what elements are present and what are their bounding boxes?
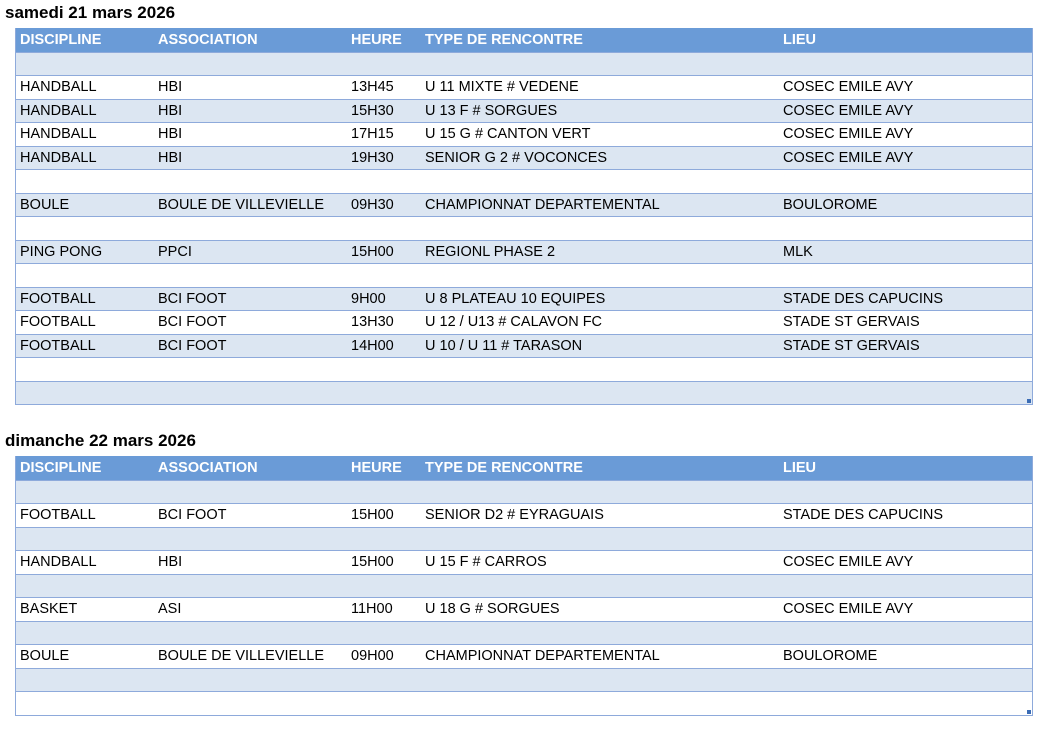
table-cell: BASKET [20, 601, 78, 617]
table-row [16, 287, 1032, 311]
table-cell: U 11 MIXTE # VEDENE [425, 79, 579, 95]
table-cell: COSEC EMILE AVY [783, 102, 914, 119]
column-header: HEURE [351, 32, 402, 48]
table-header-row [16, 28, 1032, 52]
table-cell: HANDBALL [20, 126, 97, 142]
table-resize-handle[interactable] [1027, 399, 1031, 403]
table-cell: BCI FOOT [158, 507, 227, 523]
table-cell: COSEC EMILE AVY [783, 149, 914, 166]
table-cell: U 8 PLATEAU 10 EQUIPES [425, 290, 606, 307]
table-row [16, 310, 1032, 334]
table-cell: BCI FOOT [158, 314, 227, 330]
table-cell: 13H30 [351, 314, 394, 330]
table-cell: COSEC EMILE AVY [783, 79, 914, 95]
table-cell: 09H30 [351, 196, 394, 213]
section-date-title: dimanche 22 mars 2026 [5, 431, 196, 450]
table-row [16, 691, 1032, 715]
table-cell: 19H30 [351, 149, 394, 166]
table-cell: 11H00 [351, 601, 393, 617]
table-cell: 15H00 [351, 554, 394, 570]
table-cell: STADE ST GERVAIS [783, 337, 920, 354]
column-header: DISCIPLINE [20, 460, 102, 476]
table-header-row [16, 456, 1032, 480]
table-cell: HANDBALL [20, 102, 97, 119]
column-header: DISCIPLINE [20, 32, 102, 48]
table-cell: SENIOR D2 # EYRAGUAIS [425, 507, 604, 523]
table-row [16, 334, 1032, 358]
table-row [16, 52, 1032, 76]
table-cell: U 10 / U 11 # TARASON [425, 337, 583, 354]
table-cell: U 12 / U13 # CALAVON FC [425, 314, 603, 330]
table-cell: FOOTBALL [20, 507, 96, 523]
column-header: ASSOCIATION [158, 460, 258, 476]
table-row [16, 381, 1032, 405]
table-cell: HBI [158, 79, 183, 95]
table-row [16, 240, 1032, 264]
table-cell: BOULE DE VILLEVIELLE [158, 196, 325, 213]
table-cell: 09H00 [351, 648, 394, 664]
table-cell: FOOTBALL [20, 290, 96, 307]
table-cell: U 13 F # SORGUES [425, 102, 558, 119]
table-cell: U 18 G # SORGUES [425, 601, 560, 617]
column-header: TYPE DE RENCONTRE [425, 32, 583, 48]
table-cell: U 15 F # CARROS [425, 554, 547, 570]
table-row [16, 621, 1032, 645]
table-row [16, 75, 1032, 99]
table-row [16, 263, 1032, 287]
column-header: HEURE [351, 460, 402, 476]
table-cell: BCI FOOT [158, 337, 227, 354]
table-cell: 15H30 [351, 102, 394, 119]
table-cell: HANDBALL [20, 554, 97, 570]
table-row [16, 122, 1032, 146]
table-cell: BCI FOOT [158, 290, 227, 307]
column-header: LIEU [783, 32, 817, 48]
schedule-table [15, 28, 1033, 405]
table-row [16, 193, 1032, 217]
table-cell: REGIONL PHASE 2 [425, 243, 556, 260]
table-cell: PPCI [158, 243, 192, 260]
table-cell: BOULE [20, 196, 70, 213]
table-row [16, 146, 1032, 170]
table-cell: CHAMPIONNAT DEPARTEMENTAL [425, 196, 660, 213]
table-row [16, 597, 1032, 621]
table-cell: CHAMPIONNAT DEPARTEMENTAL [425, 648, 660, 664]
table-cell: STADE ST GERVAIS [783, 314, 920, 330]
table-cell: 15H00 [351, 243, 394, 260]
table-row [16, 216, 1032, 240]
column-header: ASSOCIATION [158, 32, 258, 48]
table-cell: HANDBALL [20, 149, 97, 166]
table-cell: BOULE DE VILLEVIELLE [158, 648, 325, 664]
table-cell: FOOTBALL [20, 314, 96, 330]
table-cell: MLK [783, 243, 813, 260]
table-row [16, 480, 1032, 504]
table-cell: SENIOR G 2 # VOCONCES [425, 149, 608, 166]
table-cell: STADE DES CAPUCINS [783, 290, 944, 307]
table-row [16, 99, 1032, 123]
column-header: TYPE DE RENCONTRE [425, 460, 583, 476]
section-date-title: samedi 21 mars 2026 [5, 3, 176, 22]
table-cell: HBI [158, 102, 183, 119]
table-cell: 15H00 [351, 507, 394, 523]
table-cell: HANDBALL [20, 79, 97, 95]
table-resize-handle[interactable] [1027, 710, 1031, 714]
table-cell: U 15 G # CANTON VERT [425, 126, 591, 142]
table-row [16, 357, 1032, 381]
table-row [16, 668, 1032, 692]
table-cell: HBI [158, 126, 183, 142]
table-cell: 13H45 [351, 79, 394, 95]
table-row [16, 644, 1032, 668]
table-cell: STADE DES CAPUCINS [783, 507, 944, 523]
column-header: LIEU [783, 460, 817, 476]
table-cell: PING PONG [20, 243, 103, 260]
table-cell: 17H15 [351, 126, 394, 142]
table-row [16, 550, 1032, 574]
table-cell: HBI [158, 554, 183, 570]
table-row [16, 169, 1032, 193]
table-cell: COSEC EMILE AVY [783, 126, 914, 142]
table-cell: BOULOROME [783, 648, 878, 664]
table-cell: BOULE [20, 648, 70, 664]
table-row [16, 503, 1032, 527]
table-cell: COSEC EMILE AVY [783, 601, 914, 617]
table-cell: FOOTBALL [20, 337, 96, 354]
table-cell: HBI [158, 149, 183, 166]
schedule-table [15, 456, 1033, 716]
table-cell: ASI [158, 601, 182, 617]
table-cell: 14H00 [351, 337, 394, 354]
table-cell: 9H00 [351, 290, 386, 307]
table-row [16, 527, 1032, 551]
table-cell: COSEC EMILE AVY [783, 554, 914, 570]
table-cell: BOULOROME [783, 196, 878, 213]
table-row [16, 574, 1032, 598]
